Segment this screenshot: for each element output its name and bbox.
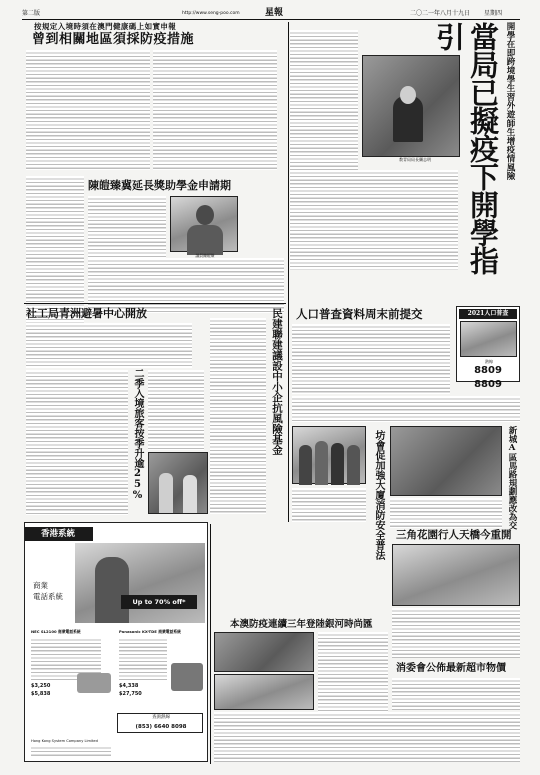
group-photo [292,426,366,484]
story-headline: 三角花園行人天橋今重開 [396,529,512,541]
story-headline: 本澳防疫連續三年登陸銀河時尚匯 [230,619,373,630]
hotline-label: 熱線 [485,359,493,364]
story-headline [24,32,286,48]
body-text [88,258,284,313]
column-rule [210,524,211,764]
people-photo [148,452,208,514]
vertical-headline: 當局已擬疫下開學指引 [432,22,500,274]
divider [24,303,286,304]
ad-brand: 香港系統 [41,529,76,539]
person-figure [299,445,312,485]
body-text [290,30,358,170]
person-figure [347,445,360,485]
body-text [210,318,266,514]
column-rule [288,22,289,522]
body-text [392,678,520,710]
meeting-photo [362,55,460,157]
ad-discount: Up to 70% off* [121,595,197,609]
phone-product [171,663,203,691]
person-figure [159,473,173,513]
ad-col-title: NEC SL2100 商業電話系統 [31,629,81,634]
census-box [456,306,520,390]
story-headline: 消委會公佈最新超市物價 [396,663,506,674]
advertisement [24,522,208,762]
weekday: 星期四 [484,10,503,17]
ad-spec-text [119,637,167,681]
body-text [292,324,450,394]
body-text [292,488,366,522]
contact-title: 查詢熱線 [152,715,170,720]
vertical-headline: 民建聯建議設中小企抗風險基金 [271,308,283,455]
hotline-number: 8809 8809 [474,365,502,390]
ad-contact-box [117,713,203,733]
story-headline: 人口普查資料周末前提交 [296,307,423,321]
body-text [26,323,192,368]
headline-text: 曾到相關地區須採防疫措施 [32,32,195,47]
speaker-head [400,86,416,104]
story-kicker [24,22,286,32]
masthead [22,8,520,20]
vertical-headline: 新城A區馬路規劃應改為交 [507,426,517,530]
contact-phone: (853) 6640 8098 [135,724,187,730]
body-text [214,712,520,762]
body-text [148,370,204,450]
page-number: 第二版 [22,10,41,17]
body-text [290,170,458,270]
ad-col-title: Panasonic KX-TDE 商業電話系統 [119,629,181,634]
ad-company: Hong Kong System Company Limited [31,739,98,743]
ad-tagline: 電話系統 [33,592,63,601]
photo-caption: 教青局局長龔志明 [399,157,431,162]
issue-date: 二〇二一年八月十九日 [410,10,471,17]
ad-photo [75,543,205,623]
person-head [196,205,214,225]
ad-address [31,745,111,757]
ad-price: $3,250 [31,683,51,689]
ad-price: $27,750 [119,691,142,697]
photo-caption: 議員陳皚臻 [195,253,215,258]
person-figure [183,475,197,513]
vertical-headline: 二季入境旅客按季升逾25% [132,368,143,501]
vertical-subhead: 開學在即跨境學生習外遊師生增疫情風險 [505,22,515,181]
ad-price: $4,338 [119,683,139,689]
road-photo [390,426,502,496]
census-photo [460,321,517,357]
body-text [292,396,520,422]
footbridge-photo [392,544,520,606]
ad-tagline: 商業 [33,581,48,590]
person-figure [331,443,344,485]
mall-photo [214,674,314,710]
story-headline: 陳皚臻冀延長獎助學金申請期 [88,179,231,192]
body-text [26,370,128,515]
vertical-headline: 坊會促加強大廈消防安全普法 [373,430,384,560]
person-body [187,225,223,255]
body-text [318,632,388,712]
story-headline: 社工局青洲避暑中心開放 [26,307,147,320]
ad-logo [25,527,93,541]
portrait-photo [170,196,238,252]
paper-name: 星報 [265,8,284,18]
ad-price: $5,838 [31,691,51,697]
phone-product [77,673,111,693]
census-badge: 2021人口普查 [459,309,517,319]
body-text [26,50,150,170]
website-url: http://www.seng-poo.com [182,11,240,16]
mall-photo [214,632,314,672]
woman-figure [95,557,129,623]
body-text [392,608,520,658]
body-text [390,498,502,528]
body-text [153,50,277,170]
kicker-text: 按規定入境時須在澳門健康碼上如實申報 [34,22,177,31]
person-figure [315,441,328,485]
